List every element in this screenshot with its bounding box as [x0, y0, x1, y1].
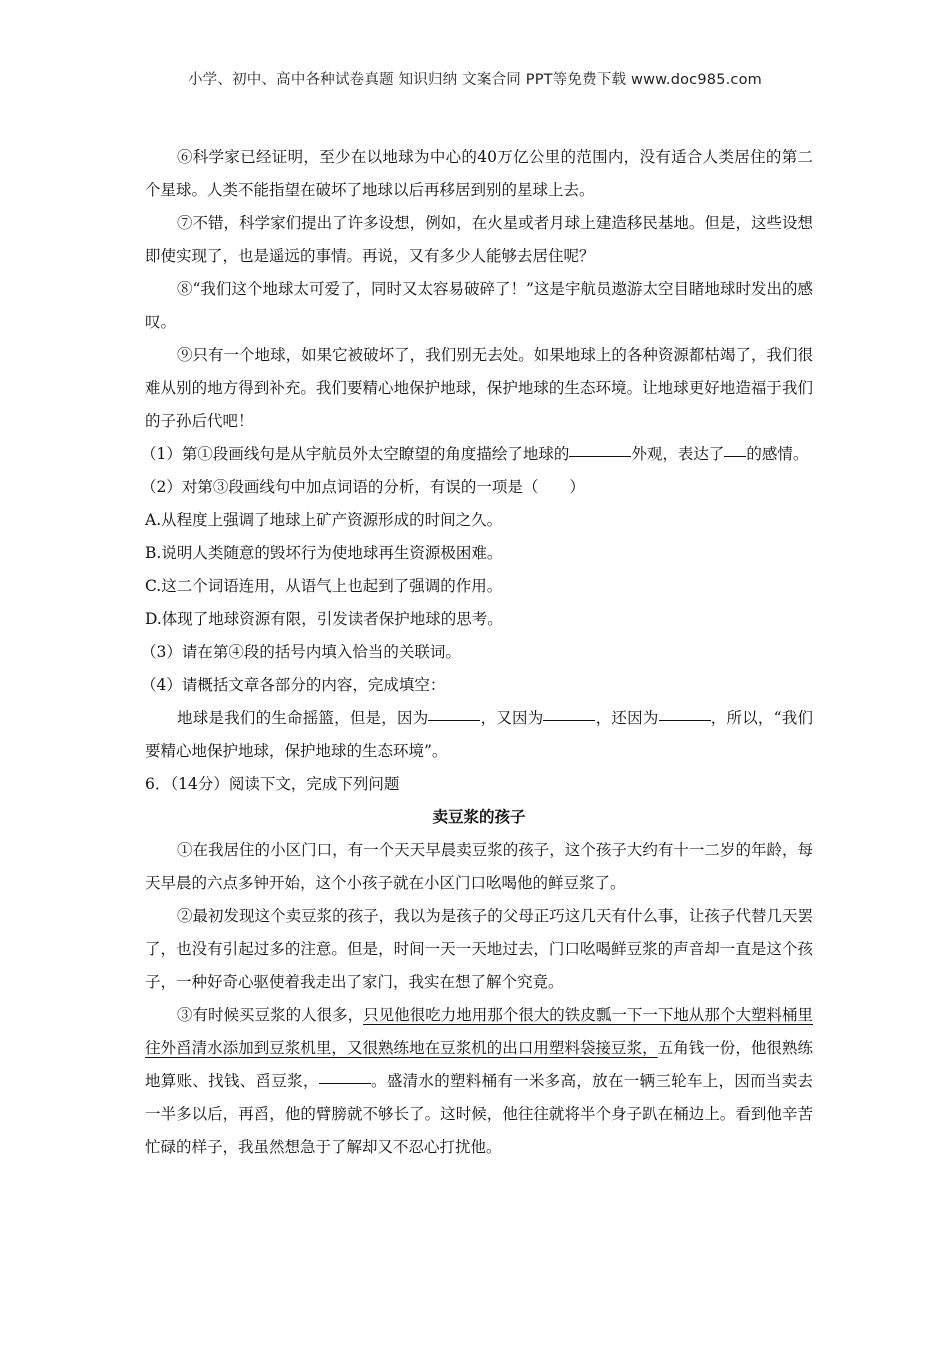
paragraph-7: ⑦不错，科学家们提出了许多设想，例如，在火星或者月球上建造移民基地。但是，这些设想即使实现了，也是遥远的事情。再说，又有多少人能够去居住呢？: [145, 214, 813, 265]
question-1-part-c: 的感情。: [746, 445, 809, 463]
fill-part-b: ，又因为: [480, 709, 544, 727]
answer-blank[interactable]: [428, 719, 480, 721]
paragraph-6: ⑥科学家已经证明，至少在以地球为中心的40万亿公里的范围内，没有适合人类居住的第二个星球。人类不能指望在破坏了地球以后再移居到别的星球上去。: [145, 148, 813, 199]
article-title: 卖豆浆的孩子: [432, 808, 526, 826]
page-header: 小学、初中、高中各种试卷真题 知识归纳 文案合同 PPT等免费下载 www.doc985.com: [187, 72, 763, 88]
article-paragraph-2: ②最初发现这个卖豆浆的孩子，我以为是孩子的父母正巧这几天有什么事，让孩子代替几天罢了，也没有引起过多的注意。但是，时间一天一天地过去，门口吆喝鲜豆浆的声音却一直是这个孩子，一种好奇心驱使着我走出了家门，我实在想了解个究竟。: [145, 907, 813, 991]
article-paragraph-1: ①在我居住的小区门口，有一个天天早晨卖豆浆的孩子，这个孩子大约有十一二岁的年龄，每天早晨的六点多钟开始，这个小孩子就在小区门口吆喝他的鲜豆浆了。: [145, 841, 813, 892]
fill-part-d: ，所以，“我们要精心地保护地球，保护地球的生态环境”。: [145, 709, 813, 760]
option-d: D.体现了地球资源有限，引发读者保护地球的思考。: [145, 610, 503, 628]
question-1-part-a: （1）第①段画线句是从宇航员外太空瞭望的角度描绘了地球的: [141, 445, 570, 463]
question-1-part-b: 外观，表达了: [631, 445, 725, 463]
answer-blank[interactable]: [543, 719, 595, 721]
p3-lead: ③有时候买豆浆的人很多，: [177, 1006, 364, 1024]
question-4-fill: [145, 702, 813, 768]
p3-tail: 。盛清水的塑料桶有一米多高，放在一辆三轮车上，因而当卖去一半多以后，再舀，他的臂膀就不够长了。这时候，他往往就将半个身子趴在桶边上。看到他辛苦忙碌的样子，我虽然想急于了解却又不忍心打扰他。: [145, 1072, 813, 1156]
document-body: [141, 141, 813, 1164]
question-4: （4）请概括文章各部分的内容，完成填空：: [141, 676, 446, 694]
option-a: A.从程度上强调了地球上矿产资源形成的时间之久。: [145, 511, 503, 529]
paragraph-8: ⑧“我们这个地球太可爱了，同时又太容易破碎了！”这是宇航员遨游太空目睹地球时发出的感叹。: [145, 280, 813, 331]
fill-part-a: 地球是我们的生命摇篮，但是，因为: [177, 709, 429, 727]
question-2: （2）对第③段画线句中加点词语的分析，有误的一项是（ ）: [141, 478, 585, 496]
answer-blank[interactable]: [569, 455, 631, 457]
section-6-heading: 6．（14分）阅读下文，完成下列问题: [145, 775, 400, 793]
paragraph-9: ⑨只有一个地球，如果它被破坏了，我们别无去处。如果地球上的各种资源都枯竭了，我们很难从别的地方得到补充。我们要精心地保护地球，保护地球的生态环境。让地球更好地造福于我们的子孙后代吧！: [145, 346, 813, 430]
option-c: C.这二个词语连用，从语气上也起到了强调的作用。: [145, 577, 503, 595]
option-b: B.说明人类随意的毁坏行为使地球再生资源极困难。: [145, 544, 503, 562]
question-3: （3）请在第④段的括号内填入恰当的关联词。: [141, 643, 461, 661]
fill-part-c: ，还因为: [595, 709, 659, 727]
question-1: [141, 438, 813, 471]
p3-middle: 五角钱一份，他很熟练地算账、找钱、舀豆浆，: [145, 1039, 813, 1090]
underlined-sentence: 只见他很吃力地用那个很大的铁皮瓢一下一下地从那个大塑料桶里往外舀清水添加到豆浆机里，又很熟练地在豆浆机的出口用塑料袋接豆浆，: [145, 1006, 813, 1057]
answer-blank[interactable]: [659, 719, 711, 721]
answer-blank[interactable]: [724, 455, 746, 457]
answer-blank[interactable]: [319, 1082, 371, 1084]
article-paragraph-3: [145, 999, 813, 1164]
